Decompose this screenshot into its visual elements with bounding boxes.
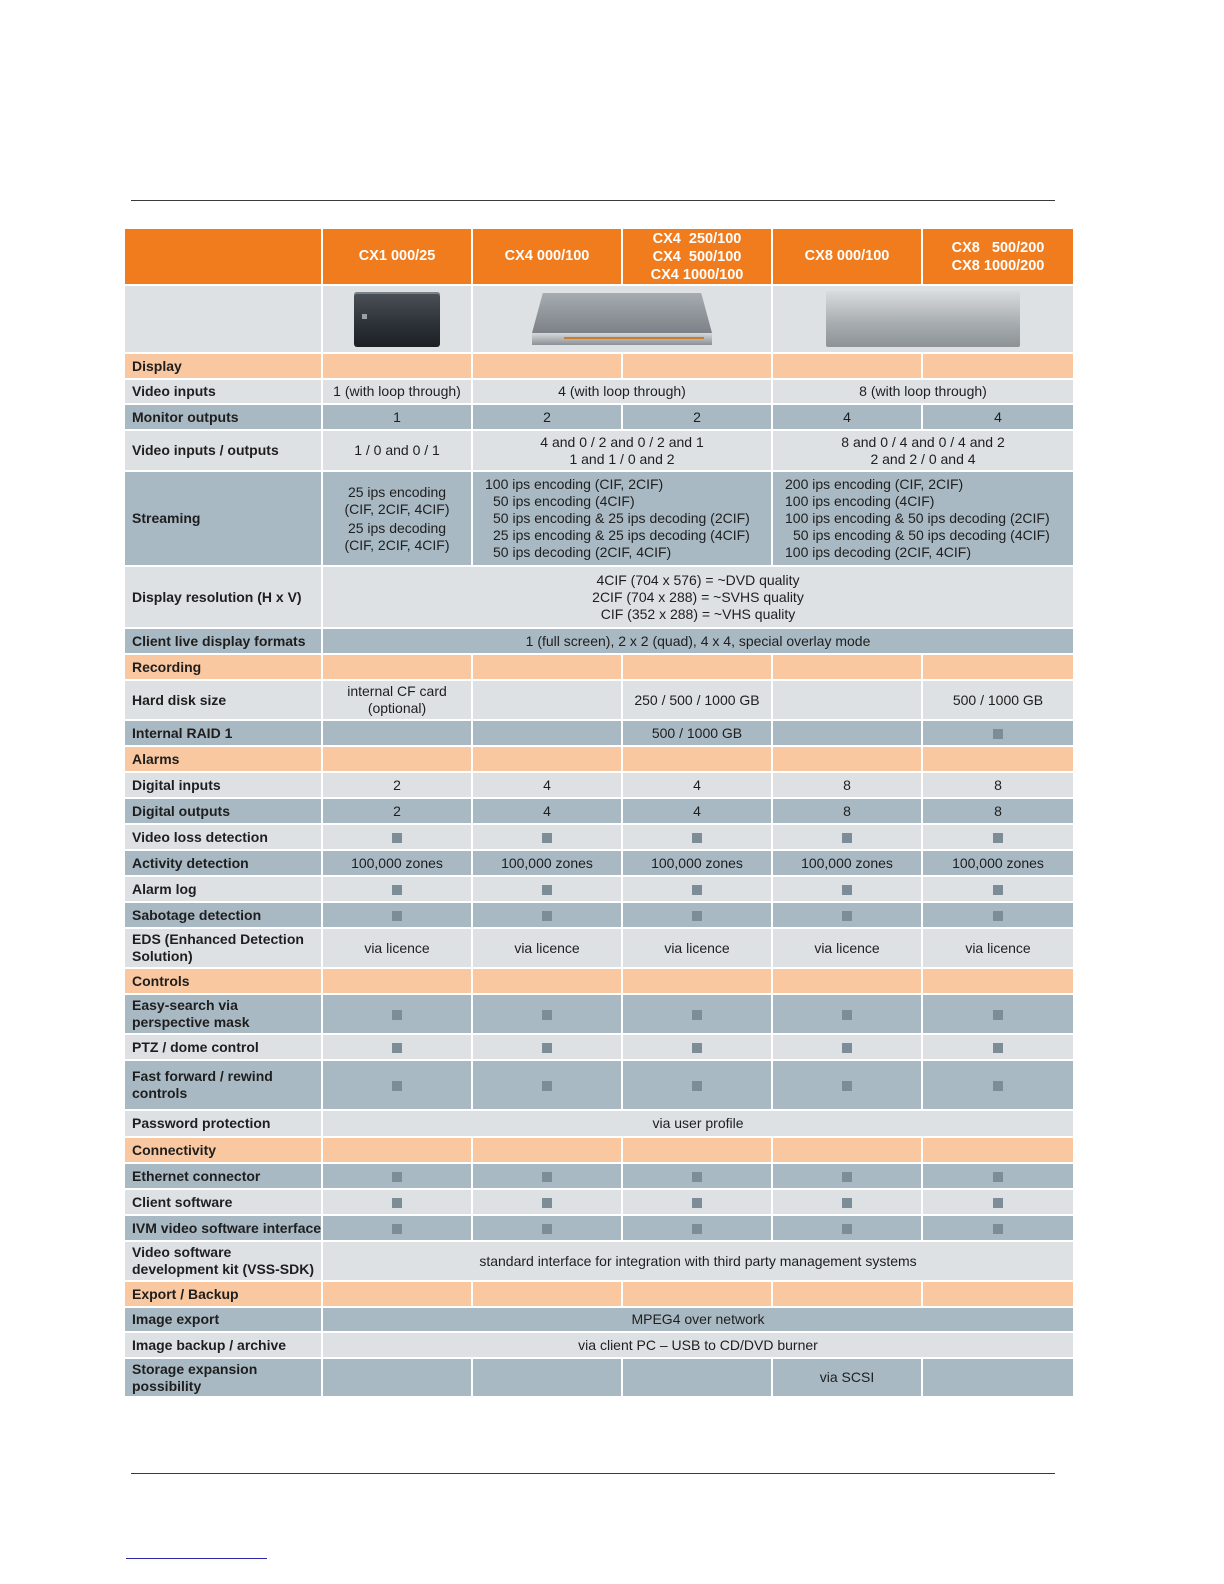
feature-check-icon xyxy=(993,833,1003,843)
feature-check-icon xyxy=(842,1043,852,1053)
feature-check-icon xyxy=(993,1172,1003,1182)
feature-check-icon xyxy=(842,1172,852,1182)
image-row xyxy=(125,285,1073,353)
feature-check-icon xyxy=(842,1010,852,1020)
feature-check-icon xyxy=(993,1010,1003,1020)
feature-check-icon xyxy=(993,1043,1003,1053)
feature-check-icon xyxy=(392,1172,402,1182)
feature-check-icon xyxy=(692,1224,702,1234)
section-display: Display xyxy=(125,353,1073,379)
feature-check-icon xyxy=(392,885,402,895)
row-video-loss: Video loss detection xyxy=(125,824,1073,850)
feature-check-icon xyxy=(692,885,702,895)
section-alarms: Alarms xyxy=(125,746,1073,772)
row-image-export: Image export MPEG4 over network xyxy=(125,1307,1073,1332)
feature-check-icon xyxy=(692,1198,702,1208)
feature-check-icon xyxy=(842,1081,852,1091)
section-connectivity: Connectivity xyxy=(125,1137,1073,1163)
row-ptz: PTZ / dome control xyxy=(125,1034,1073,1060)
row-easy-search: Easy-search via perspective mask xyxy=(125,994,1073,1034)
header-cx4-raid xyxy=(622,229,772,285)
top-rule xyxy=(131,200,1055,201)
feature-check-icon xyxy=(692,1043,702,1053)
row-internal-raid: Internal RAID 1 500 / 1000 GB xyxy=(125,720,1073,746)
bottom-rule xyxy=(131,1473,1055,1474)
feature-check-icon xyxy=(993,1081,1003,1091)
feature-check-icon xyxy=(542,1172,552,1182)
row-video-inputs: Video inputs 1 (with loop through) 4 (with loop through) 8 (with loop through) xyxy=(125,379,1073,404)
feature-check-icon xyxy=(392,833,402,843)
feature-check-icon xyxy=(692,1010,702,1020)
feature-check-icon xyxy=(392,1010,402,1020)
feature-check-icon xyxy=(692,833,702,843)
row-hard-disk: Hard disk size internal CF card (optional) 250 / 500 / 1000 GB 500 / 1000 GB xyxy=(125,680,1073,720)
footer-link-underline[interactable] xyxy=(126,1558,267,1559)
header-cx4-1000: CX4 1000/100 xyxy=(650,266,744,283)
feature-check-icon xyxy=(993,911,1003,921)
cx1-device-icon xyxy=(354,292,440,347)
feature-check-icon xyxy=(392,1198,402,1208)
section-controls: Controls xyxy=(125,968,1073,994)
row-fast-forward: Fast forward / rewind controls xyxy=(125,1060,1073,1110)
feature-check-icon xyxy=(542,1081,552,1091)
product-spec-table xyxy=(125,229,1073,1396)
row-sabotage: Sabotage detection xyxy=(125,902,1073,928)
row-ivm: IVM video software interface xyxy=(125,1215,1073,1241)
row-password: Password protection via user profile xyxy=(125,1110,1073,1137)
feature-check-icon xyxy=(993,1224,1003,1234)
row-client-live: Client live display formats 1 (full screen), 2 x 2 (quad), 4 x 4, special overlay mode xyxy=(125,628,1073,654)
feature-check-icon xyxy=(993,729,1003,739)
row-eds: EDS (Enhanced Detection Solution) via licence via licence via licence via licence via licence xyxy=(125,928,1073,968)
row-display-resolution: Display resolution (H x V) 4CIF (704 x 576) = ~DVD quality 2CIF (704 x 288) = ~SVHS quality CIF (352 x 288) = ~VHS quality xyxy=(125,566,1073,628)
row-digital-inputs: Digital inputs 2 4 4 8 8 xyxy=(125,772,1073,798)
row-client-software: Client software xyxy=(125,1189,1073,1215)
section-export: Export / Backup xyxy=(125,1281,1073,1307)
feature-check-icon xyxy=(842,911,852,921)
feature-check-icon xyxy=(542,833,552,843)
row-activity: Activity detection 100,000 zones 100,000 zones 100,000 zones 100,000 zones 100,000 zones xyxy=(125,850,1073,876)
row-digital-outputs: Digital outputs 2 4 4 8 8 xyxy=(125,798,1073,824)
feature-check-icon xyxy=(993,885,1003,895)
feature-check-icon xyxy=(993,1198,1003,1208)
header-cx4-250: CX4 250/100 xyxy=(652,230,742,247)
feature-check-icon xyxy=(392,1081,402,1091)
row-ethernet: Ethernet connector xyxy=(125,1163,1073,1189)
row-video-io: Video inputs / outputs 1 / 0 and 0 / 1 4 and 0 / 2 and 0 / 2 and 1 1 and 1 / 0 and 2 8 and 0 / 4 and 0 / 4 and 2 2 and 2 / 0 and 4 xyxy=(125,430,1073,471)
row-alarm-log: Alarm log xyxy=(125,876,1073,902)
feature-check-icon xyxy=(542,1043,552,1053)
row-streaming: Streaming 25 ips encoding (CIF, 2CIF, 4CIF) 25 ips decoding (CIF, 2CIF, 4CIF) 100 ips encoding (CIF, 2CIF) 50 ips encoding (4CIF) 50 ips encoding & 25 ips decoding (2CIF) 25 ips encoding & 25 ips decoding (4CIF) 50 ips decoding (2CIF, 4CIF) 200 ips encoding (CIF, 2CIF) 100 ips encoding (4CIF) 100 ips encoding & 50 ips decoding (2CIF) 50 ips encoding & 50 ips decoding (4CIF) 100 ips decoding (2CIF, 4CIF) xyxy=(125,471,1073,566)
feature-check-icon xyxy=(392,1224,402,1234)
feature-check-icon xyxy=(692,1172,702,1182)
row-image-backup: Image backup / archive via client PC – USB to CD/DVD burner xyxy=(125,1332,1073,1358)
row-vss-sdk: Video software development kit (VSS-SDK) standard interface for integration with third party management systems xyxy=(125,1241,1073,1281)
feature-check-icon xyxy=(542,1198,552,1208)
header-cx8-500: CX8 500/200 xyxy=(951,239,1045,256)
feature-check-icon xyxy=(542,885,552,895)
feature-check-icon xyxy=(542,1224,552,1234)
feature-check-icon xyxy=(842,1198,852,1208)
header-cx4-500: CX4 500/100 xyxy=(652,248,742,265)
feature-check-icon xyxy=(842,885,852,895)
feature-check-icon xyxy=(392,1043,402,1053)
header-row xyxy=(125,229,1073,285)
feature-check-icon xyxy=(542,911,552,921)
row-storage-expansion: Storage expansion possibility via SCSI xyxy=(125,1358,1073,1396)
header-cx8-raid xyxy=(922,229,1073,285)
feature-check-icon xyxy=(842,833,852,843)
feature-check-icon xyxy=(392,911,402,921)
feature-check-icon xyxy=(842,1224,852,1234)
header-cx4-000: CX4 000/100 xyxy=(472,229,622,285)
row-monitor-outputs: Monitor outputs 1 2 2 4 4 xyxy=(125,404,1073,430)
feature-check-icon xyxy=(692,911,702,921)
section-recording: Recording xyxy=(125,654,1073,680)
header-corner xyxy=(125,229,322,285)
header-cx1: CX1 000/25 xyxy=(322,229,472,285)
feature-check-icon xyxy=(542,1010,552,1020)
feature-check-icon xyxy=(692,1081,702,1091)
header-cx8-000: CX8 000/100 xyxy=(772,229,922,285)
cx4-device-icon xyxy=(524,293,720,345)
header-cx8-1000: CX8 1000/200 xyxy=(951,257,1045,274)
cx8-device-icon xyxy=(826,291,1020,347)
